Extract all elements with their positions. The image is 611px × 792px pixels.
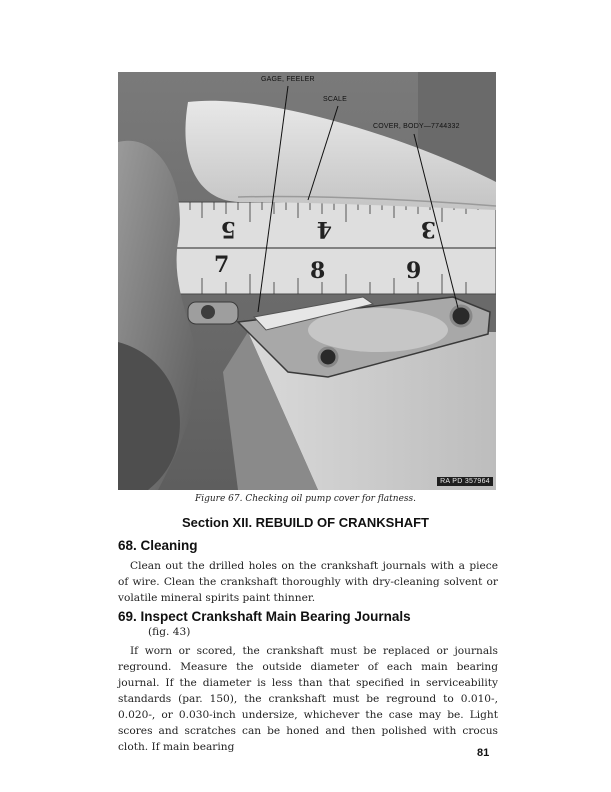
callout-gage-feeler: GAGE, FEELER [261, 76, 315, 83]
ruler-number: 5 [220, 216, 236, 242]
figure-reference: (fig. 43) [148, 626, 191, 638]
callout-scale: SCALE [323, 96, 347, 103]
photo-tag: RA PD 357964 [437, 477, 493, 486]
photo-illustration [118, 72, 496, 490]
heading-inspect-journals: 69. Inspect Crankshaft Main Bearing Journals [118, 609, 411, 624]
figure-caption: Figure 67. Checking oil pump cover for flatness. [194, 494, 417, 504]
ruler-number: 4 [316, 216, 332, 242]
callout-cover-body: COVER, BODY—7744332 [373, 123, 460, 130]
ruler-number: 8 [310, 258, 326, 284]
section-title: Section XII. REBUILD OF CRANKSHAFT [181, 515, 429, 530]
ruler-number: 3 [420, 216, 436, 242]
heading-cleaning: 68. Cleaning [118, 538, 198, 553]
ruler-number: 9 [406, 258, 422, 284]
figure-photo [118, 72, 496, 490]
paragraph-cleaning: Clean out the drilled holes on the crankshaft journals with a piece of wire. Clean the crankshaft thoroughly with dry-cleaning solvent or volatile mineral spirits paint thinner. [118, 560, 498, 604]
paragraph-inspect-journals: If worn or scored, the crankshaft must be replaced or journals reground. Measure the outside diameter of each main bearing journal. If the diameter is less than that specified in serviceability standards (par. 150), the crankshaft must be reground to 0.010-, 0.020-, or 0.030-inch undersize, whichever the case may be. Light scores and scratches can be honed and then polished with crocus cloth. If main bearing [118, 645, 498, 753]
page-number: 81 [477, 747, 490, 759]
ruler-number: 7 [214, 252, 230, 278]
